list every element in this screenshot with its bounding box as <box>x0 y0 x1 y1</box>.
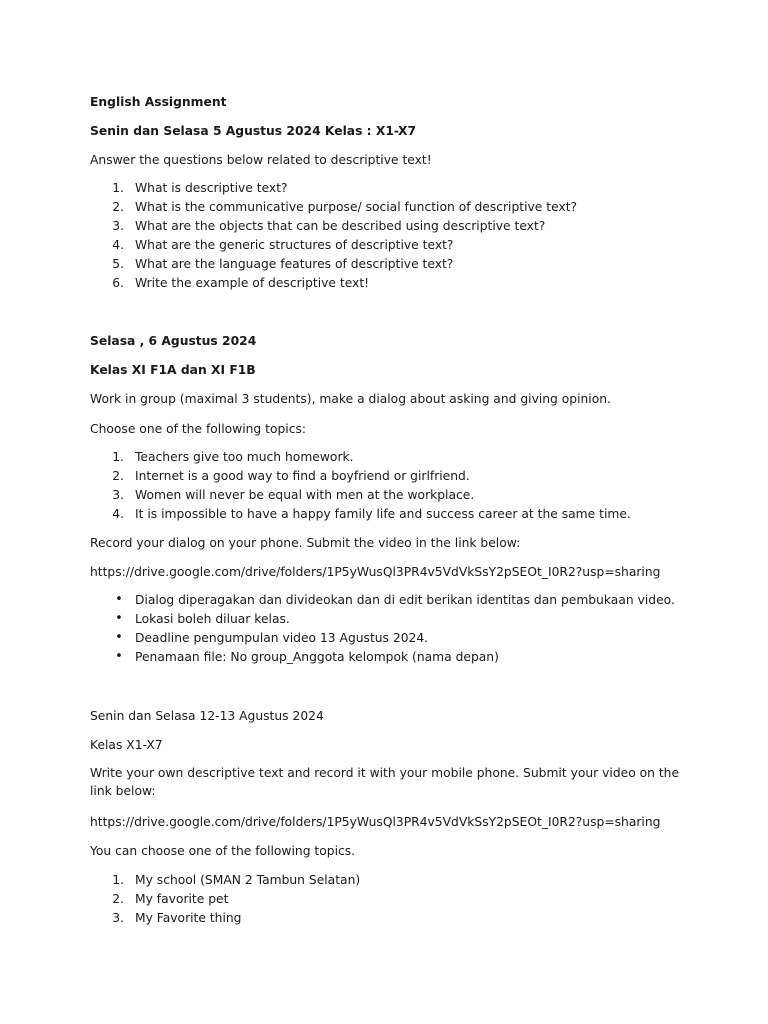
list-item <box>0 591 768 609</box>
section3-date-heading: Senin dan Selasa 12-13 Agustus 2024 <box>90 709 324 723</box>
list-item <box>0 217 768 235</box>
topic-text: Teachers give too much homework. <box>135 450 354 464</box>
topic-text: My Favorite thing <box>135 911 242 925</box>
list-number: 3. <box>112 488 124 502</box>
section3-choose-text: You can choose one of the following topics. <box>90 844 356 858</box>
list-number: 2. <box>112 200 124 214</box>
list-item <box>0 610 768 628</box>
list-number: 1. <box>112 873 124 887</box>
section2-choose-text: Choose one of the following topics: <box>90 422 307 436</box>
list-number: 4. <box>112 238 124 252</box>
list-item <box>0 467 768 485</box>
list-number: 2. <box>112 892 124 906</box>
question-text: What are the generic structures of descriptive text? <box>135 238 454 252</box>
list-item <box>0 236 768 254</box>
question-text: What are the objects that can be described using descriptive text? <box>135 219 546 233</box>
list-item <box>0 505 768 523</box>
list-number: 5. <box>112 257 124 271</box>
list-item <box>0 198 768 216</box>
bullet-icon: • <box>115 611 123 626</box>
note-text: Lokasi boleh diluar kelas. <box>135 612 290 626</box>
note-text: Deadline pengumpulan video 13 Agustus 2024. <box>135 631 429 645</box>
question-text: What is the communicative purpose/ social function of descriptive text? <box>135 200 578 214</box>
list-item <box>0 255 768 273</box>
section3-instruction: Write your own descriptive text and record it with your mobile phone. Submit your video on the link below: <box>90 766 680 798</box>
topic-text: It is impossible to have a happy family life and success career at the same time. <box>135 507 631 521</box>
topic-text: My favorite pet <box>135 892 229 906</box>
bullet-icon: • <box>115 649 123 664</box>
list-item <box>0 179 768 197</box>
question-text: Write the example of descriptive text! <box>135 276 370 290</box>
section1-intro: Answer the questions below related to descriptive text! <box>90 153 432 167</box>
question-text: What are the language features of descriptive text? <box>135 257 454 271</box>
section3-class-heading: Kelas X1-X7 <box>90 738 163 752</box>
topic-text: Women will never be equal with men at the workplace. <box>135 488 475 502</box>
topic-text: My school (SMAN 2 Tambun Selatan) <box>135 873 361 887</box>
question-text: What is descriptive text? <box>135 181 288 195</box>
section2-record-text: Record your dialog on your phone. Submit the video in the link below: <box>90 536 521 550</box>
list-item <box>0 274 768 292</box>
list-number: 3. <box>112 911 124 925</box>
document-title: English Assignment <box>90 95 227 109</box>
list-item <box>0 890 768 908</box>
list-number: 3. <box>112 219 124 233</box>
list-item <box>0 909 768 927</box>
topic-text: Internet is a good way to find a boyfriend or girlfriend. <box>135 469 470 483</box>
list-item <box>0 629 768 647</box>
section2-date-heading: Selasa , 6 Agustus 2024 <box>90 334 257 348</box>
list-number: 6. <box>112 276 124 290</box>
section2-class-heading: Kelas XI F1A dan XI F1B <box>90 363 256 377</box>
list-number: 1. <box>112 181 124 195</box>
section2-drive-link[interactable]: https://drive.google.com/drive/folders/1P5yWusQl3PR4v5VdVkSsY2pSEOt_I0R2?usp=sharing <box>90 565 661 579</box>
section2-instruction: Work in group (maximal 3 students), make a dialog about asking and giving opinion. <box>90 392 611 406</box>
list-number: 2. <box>112 469 124 483</box>
list-item <box>0 648 768 666</box>
bullet-icon: • <box>115 630 123 645</box>
section1-heading: Senin dan Selasa 5 Agustus 2024 Kelas : X1-X7 <box>90 124 417 138</box>
list-item <box>0 486 768 504</box>
list-item <box>0 448 768 466</box>
note-text: Dialog diperagakan dan divideokan dan di edit berikan identitas dan pembukaan video. <box>135 593 675 607</box>
bullet-icon: • <box>115 592 123 607</box>
list-number: 1. <box>112 450 124 464</box>
list-item <box>0 871 768 889</box>
list-number: 4. <box>112 507 124 521</box>
note-text: Penamaan file: No group_Anggota kelompok (nama depan) <box>135 650 499 664</box>
section3-drive-link[interactable]: https://drive.google.com/drive/folders/1P5yWusQl3PR4v5VdVkSsY2pSEOt_I0R2?usp=sharing <box>90 815 661 829</box>
